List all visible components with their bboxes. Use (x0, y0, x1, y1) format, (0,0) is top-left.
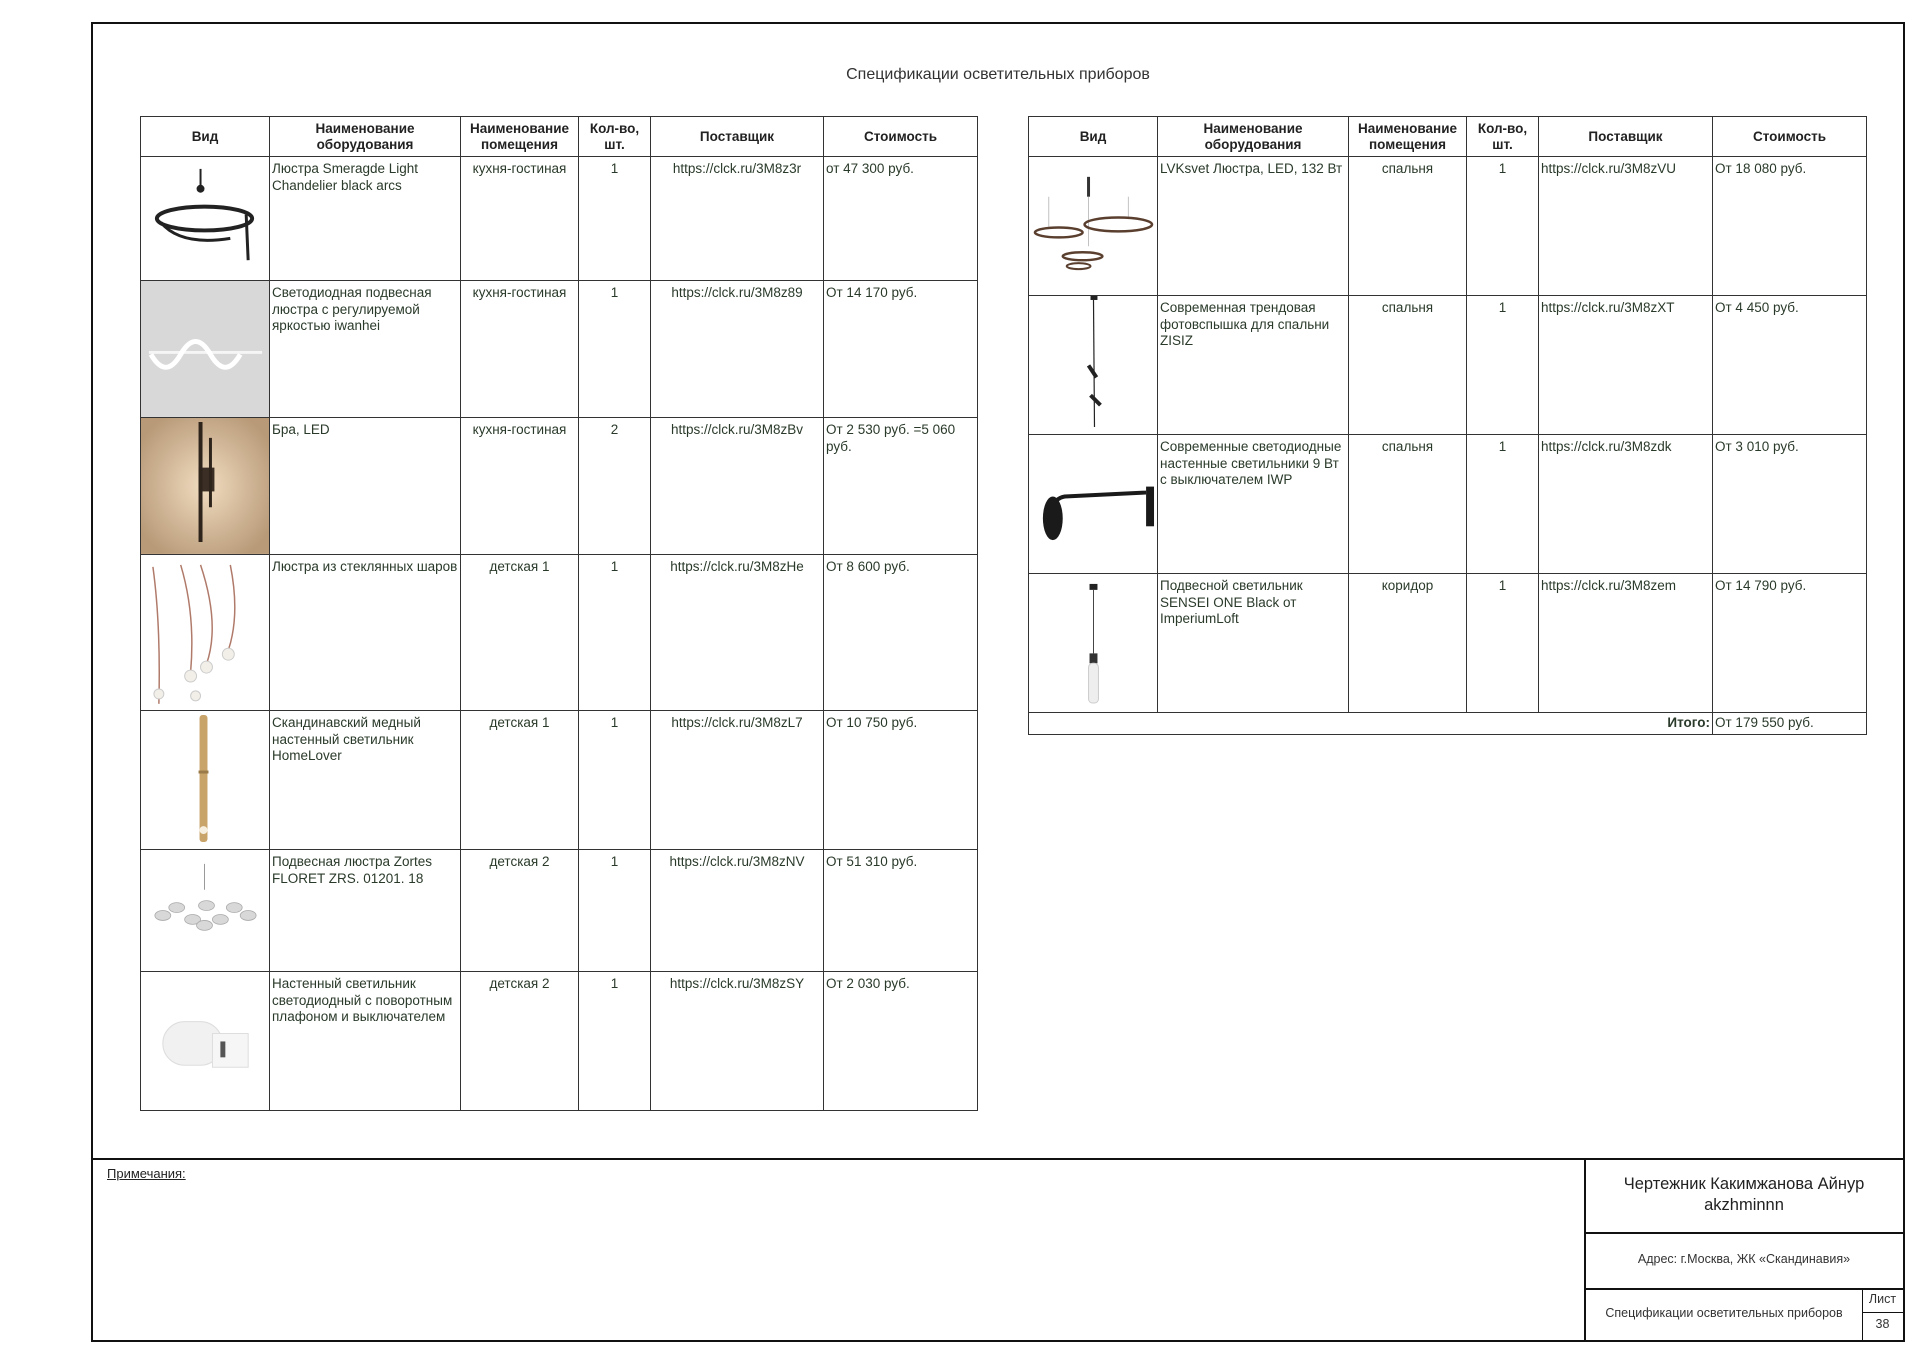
sheet-number: 38 (1875, 1317, 1890, 1331)
table-row (141, 850, 978, 972)
header-supplier: Поставщик (1539, 117, 1713, 157)
title-block-divider (1584, 1158, 1586, 1340)
row-image-cell (141, 711, 270, 850)
quantity: 1 (579, 850, 651, 972)
cost-value: От 10 750 руб. (824, 711, 978, 850)
equipment-name: Современные светодиодные настенные светильники 9 Вт с выключателем IWP (1158, 435, 1349, 574)
rings-chandelier-image (1029, 157, 1157, 295)
table-header-row (141, 117, 978, 157)
cost-value: От 4 450 руб. (1713, 296, 1867, 435)
row-image-cell (141, 418, 270, 555)
row-image-cell (141, 972, 270, 1111)
room-name: детская 2 (461, 972, 579, 1111)
cost-value: От 2 530 руб. =5 060 руб. (824, 418, 978, 555)
header-view: Вид (141, 117, 270, 157)
title-block-line (1584, 1288, 1903, 1290)
title-block-border (93, 1158, 1903, 1160)
supplier-link[interactable]: https://clck.ru/3M8zem (1539, 574, 1713, 713)
quantity: 1 (579, 972, 651, 1111)
row-image-cell (141, 850, 270, 972)
room-name: кухня-гостиная (461, 157, 579, 281)
glass-balls-chandelier-image (141, 555, 269, 710)
equipment-name: Современная трендовая фотовспышка для спальни ZISIZ (1158, 296, 1349, 435)
author-name: Чертежник Какимжанова Айнур akzhminnn (1623, 1175, 1865, 1214)
title-block-line (1862, 1312, 1903, 1313)
header-equipment: Наименование оборудования (270, 117, 461, 157)
table-row (141, 972, 978, 1111)
room-name: спальня (1349, 435, 1467, 574)
right-spec-table (1028, 116, 1867, 735)
wave-pendant-image (141, 281, 269, 417)
supplier-link[interactable]: https://clck.ru/3M8z89 (651, 281, 824, 418)
room-name: спальня (1349, 296, 1467, 435)
equipment-name: LVKsvet Люстра, LED, 132 Вт (1158, 157, 1349, 296)
quantity: 1 (1467, 296, 1539, 435)
cost-value: от 47 300 руб. (824, 157, 978, 281)
table-row (1029, 296, 1867, 435)
equipment-name: Подвесная люстра Zortes FLORET ZRS. 01201. 18 (270, 850, 461, 972)
cost-value: От 8 600 руб. (824, 555, 978, 711)
room-name: спальня (1349, 157, 1467, 296)
table-header-row (1029, 117, 1867, 157)
notes-label: Примечания: (107, 1166, 186, 1181)
supplier-link[interactable]: https://clck.ru/3M8zVU (1539, 157, 1713, 296)
quantity: 2 (579, 418, 651, 555)
left-spec-table (140, 116, 978, 1111)
total-value: От 179 550 руб. (1713, 713, 1867, 735)
row-image-cell (141, 555, 270, 711)
supplier-link[interactable]: https://clck.ru/3M8zBv (651, 418, 824, 555)
wall-sconce-image (141, 418, 269, 554)
table-row (141, 418, 978, 555)
supplier-link[interactable]: https://clck.ru/3M8zdk (1539, 435, 1713, 574)
table-row (1029, 574, 1867, 713)
quantity: 1 (579, 711, 651, 850)
row-image-cell (141, 281, 270, 418)
table-row (1029, 157, 1867, 296)
row-image-cell (1029, 574, 1158, 713)
arm-wall-light-image (1029, 435, 1157, 573)
quantity: 1 (579, 281, 651, 418)
room-name: кухня-гостиная (461, 281, 579, 418)
sheet-name: Спецификации осветительных приборов (1605, 1306, 1843, 1320)
header-view: Вид (1029, 117, 1158, 157)
quantity: 1 (579, 555, 651, 711)
cost-value: От 14 170 руб. (824, 281, 978, 418)
room-name: детская 1 (461, 711, 579, 850)
total-row (1029, 713, 1867, 735)
supplier-link[interactable]: https://clck.ru/3M8zXT (1539, 296, 1713, 435)
supplier-link[interactable]: https://clck.ru/3M8zNV (651, 850, 824, 972)
room-name: коридор (1349, 574, 1467, 713)
ring-chandelier-image (141, 157, 269, 280)
cost-value: От 2 030 руб. (824, 972, 978, 1111)
table-row (141, 157, 978, 281)
title-block-line (1584, 1232, 1903, 1234)
cost-value: От 18 080 руб. (1713, 157, 1867, 296)
quantity: 1 (1467, 157, 1539, 296)
table-row (1029, 435, 1867, 574)
floral-chandelier-image (141, 850, 269, 971)
sheet-label: Лист (1868, 1292, 1897, 1306)
table-row (141, 711, 978, 850)
equipment-name: Люстра из стеклянных шаров (270, 555, 461, 711)
quantity: 1 (579, 157, 651, 281)
header-cost: Стоимость (1713, 117, 1867, 157)
brass-wall-lamp-image (141, 711, 269, 849)
room-name: кухня-гостиная (461, 418, 579, 555)
supplier-link[interactable]: https://clck.ru/3M8zSY (651, 972, 824, 1111)
total-label: Итого: (1029, 713, 1713, 735)
quantity: 1 (1467, 435, 1539, 574)
cost-value: От 14 790 руб. (1713, 574, 1867, 713)
room-name: детская 2 (461, 850, 579, 972)
header-cost: Стоимость (824, 117, 978, 157)
title-block-line (1862, 1288, 1863, 1340)
header-equipment: Наименование оборудования (1158, 117, 1349, 157)
row-image-cell (1029, 296, 1158, 435)
row-image-cell (141, 157, 270, 281)
header-qty: Кол-во, шт. (579, 117, 651, 157)
quantity: 1 (1467, 574, 1539, 713)
equipment-name: Скандинавский медный настенный светильник HomeLover (270, 711, 461, 850)
equipment-name: Бра, LED (270, 418, 461, 555)
header-room: Наименование помещения (461, 117, 579, 157)
equipment-name: Настенный светильник светодиодный с поворотным плафоном и выключателем (270, 972, 461, 1111)
row-image-cell (1029, 435, 1158, 574)
row-image-cell (1029, 157, 1158, 296)
table-row (141, 555, 978, 711)
tube-pendant-image (1029, 574, 1157, 712)
drawing-sheet (91, 22, 1905, 1342)
room-name: детская 1 (461, 555, 579, 711)
header-supplier: Поставщик (651, 117, 824, 157)
header-qty: Кол-во, шт. (1467, 117, 1539, 157)
supplier-link[interactable]: https://clck.ru/3M8z3r (651, 157, 824, 281)
page-title: Спецификации осветительных приборов (846, 66, 1150, 83)
header-room: Наименование помещения (1349, 117, 1467, 157)
equipment-name: Подвесной светильник SENSEI ONE Black от ImperiumLoft (1158, 574, 1349, 713)
spot-pendant-image (1029, 296, 1157, 434)
equipment-name: Люстра Smeragde Light Chandelier black arcs (270, 157, 461, 281)
equipment-name: Светодиодная подвесная люстра с регулируемой яркостью iwanhei (270, 281, 461, 418)
project-address: Адрес: г.Москва, ЖК «Скандинавия» (1637, 1252, 1851, 1266)
supplier-link[interactable]: https://clck.ru/3M8zL7 (651, 711, 824, 850)
white-wall-light-image (141, 972, 269, 1110)
cost-value: От 3 010 руб. (1713, 435, 1867, 574)
supplier-link[interactable]: https://clck.ru/3M8zHe (651, 555, 824, 711)
table-row (141, 281, 978, 418)
cost-value: От 51 310 руб. (824, 850, 978, 972)
